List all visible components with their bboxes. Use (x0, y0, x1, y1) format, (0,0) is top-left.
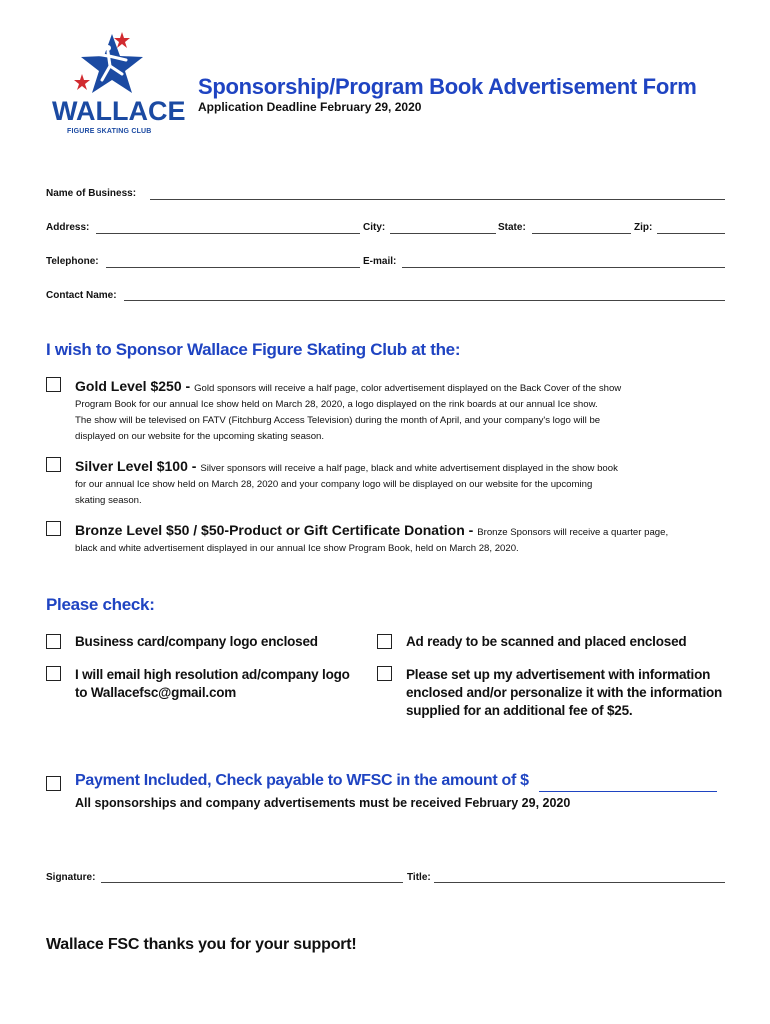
ad-ready-checkbox[interactable] (377, 634, 392, 649)
gold-level-desc-2: The show will be televised on FATV (Fitchburg Access Television) during the month of April, and your company's logo will be (75, 415, 601, 426)
email-label: E-mail: (363, 256, 397, 267)
silver-level-desc-first: Silver sponsors will receive a half page, black and white advertisement displayed in the show book (200, 463, 618, 474)
ad-ready-label: Ad ready to be scanned and placed enclosed (406, 634, 687, 649)
title-label: Title: (407, 872, 431, 883)
please-check-heading: Please check: (46, 595, 155, 614)
signature-label: Signature: (46, 872, 96, 883)
address-field[interactable] (96, 233, 360, 234)
bronze-level-title: Bronze Level $50 / $50-Product or Gift Certificate Donation (75, 522, 465, 538)
payment-label: Payment Included, Check payable to WFSC in the amount of $ (75, 772, 529, 789)
gold-level-desc-1: Program Book for our annual Ice show held on March 28, 2020, a logo displayed on the rink boards at our annual Ice show. (75, 399, 598, 410)
business-card-checkbox[interactable] (46, 634, 61, 649)
gold-level-desc-3: displayed on our website for the upcoming skating season. (75, 431, 325, 442)
silver-level-desc-1: for our annual Ice show held on March 28, 2020 and your company logo will be displayed on our website for the upcoming (75, 479, 593, 490)
application-deadline: Application Deadline February 29, 2020 (198, 100, 422, 114)
gold-level-desc-first: Gold sponsors will receive a half page, color advertisement displayed on the Back Cover of the show (194, 383, 622, 394)
email-ad-block (75, 666, 350, 702)
zip-label: Zip: (634, 222, 653, 233)
gold-level-block: Gold Level $250 - Gold sponsors will receive a half page, color advertisement displayed on the Back Cover of the show Program Book for our annual Ice show held on March 28, 2020, a logo displayed on the rink boards at our annual Ice show. The show will be televised on FATV (Fitchburg Access Television) during the month of April, and your company's logo will be displayed on our website for the upcoming skating season. (75, 377, 735, 445)
email-field[interactable] (402, 267, 725, 268)
business-card-label: Business card/company logo enclosed (75, 634, 318, 649)
telephone-label: Telephone: (46, 256, 99, 267)
logo-star-red-top (114, 32, 130, 48)
payment-amount-field[interactable] (539, 791, 717, 792)
thank-you-message: Wallace FSC thanks you for your support! (46, 936, 357, 953)
email-ad-checkbox[interactable] (46, 666, 61, 681)
logo-wordmark: WALLACE (52, 96, 186, 126)
payment-checkbox[interactable] (46, 776, 61, 791)
silver-level-checkbox[interactable] (46, 457, 61, 472)
logo-star-red-left (74, 74, 90, 90)
setup-ad-block (406, 666, 722, 720)
contact-name-label: Contact Name: (46, 290, 117, 301)
form-title: Sponsorship/Program Book Advertisement Form (198, 74, 697, 99)
setup-ad-label-1: Please set up my advertisement with information (406, 667, 711, 682)
silver-level-title: Silver Level $100 (75, 458, 188, 474)
bronze-level-desc-first: Bronze Sponsors will receive a quarter page, (477, 527, 669, 538)
state-field[interactable] (532, 233, 631, 234)
bronze-level-block: Bronze Level $50 / $50-Product or Gift Certificate Donation - Bronze Sponsors will receive a quarter page, black and white advertisement displayed in our annual Ice show Program Book, held on March 28, 2020. (75, 521, 735, 557)
contact-name-field[interactable] (124, 300, 725, 301)
business-name-field[interactable] (150, 199, 725, 200)
logo-star-blue (81, 34, 143, 93)
email-ad-label-2: to Wallacefsc@gmail.com (75, 685, 237, 700)
signature-field[interactable] (101, 882, 403, 883)
city-field[interactable] (390, 233, 496, 234)
gold-level-title: Gold Level $250 (75, 378, 182, 394)
bronze-level-desc-1: black and white advertisement displayed in our annual Ice show Program Book, held on March 28, 2020. (75, 543, 519, 554)
logo-subtitle: FIGURE SKATING CLUB (67, 128, 152, 135)
title-field[interactable] (434, 882, 725, 883)
telephone-field[interactable] (106, 267, 360, 268)
zip-field[interactable] (657, 233, 725, 234)
bronze-level-checkbox[interactable] (46, 521, 61, 536)
silver-level-block: Silver Level $100 - Silver sponsors will receive a half page, black and white advertisement displayed in the show book for our annual Ice show held on March 28, 2020 and your company logo will be displayed on our website for the upcoming skating season. (75, 457, 735, 509)
gold-level-checkbox[interactable] (46, 377, 61, 392)
setup-ad-label-2: enclosed and/or personalize it with the information (406, 685, 723, 700)
deadline-notice: All sponsorships and company advertisements must be received February 29, 2020 (75, 796, 571, 810)
setup-ad-label-3: supplied for an additional fee of $25. (406, 703, 633, 718)
setup-ad-checkbox[interactable] (377, 666, 392, 681)
state-label: State: (498, 222, 526, 233)
sponsor-heading: I wish to Sponsor Wallace Figure Skating Club at the: (46, 340, 461, 359)
address-label: Address: (46, 222, 90, 233)
email-ad-label-1: I will email high resolution ad/company logo (75, 667, 350, 682)
silver-level-desc-2: skating season. (75, 495, 142, 506)
business-name-label: Name of Business: (46, 188, 137, 199)
city-label: City: (363, 222, 386, 233)
